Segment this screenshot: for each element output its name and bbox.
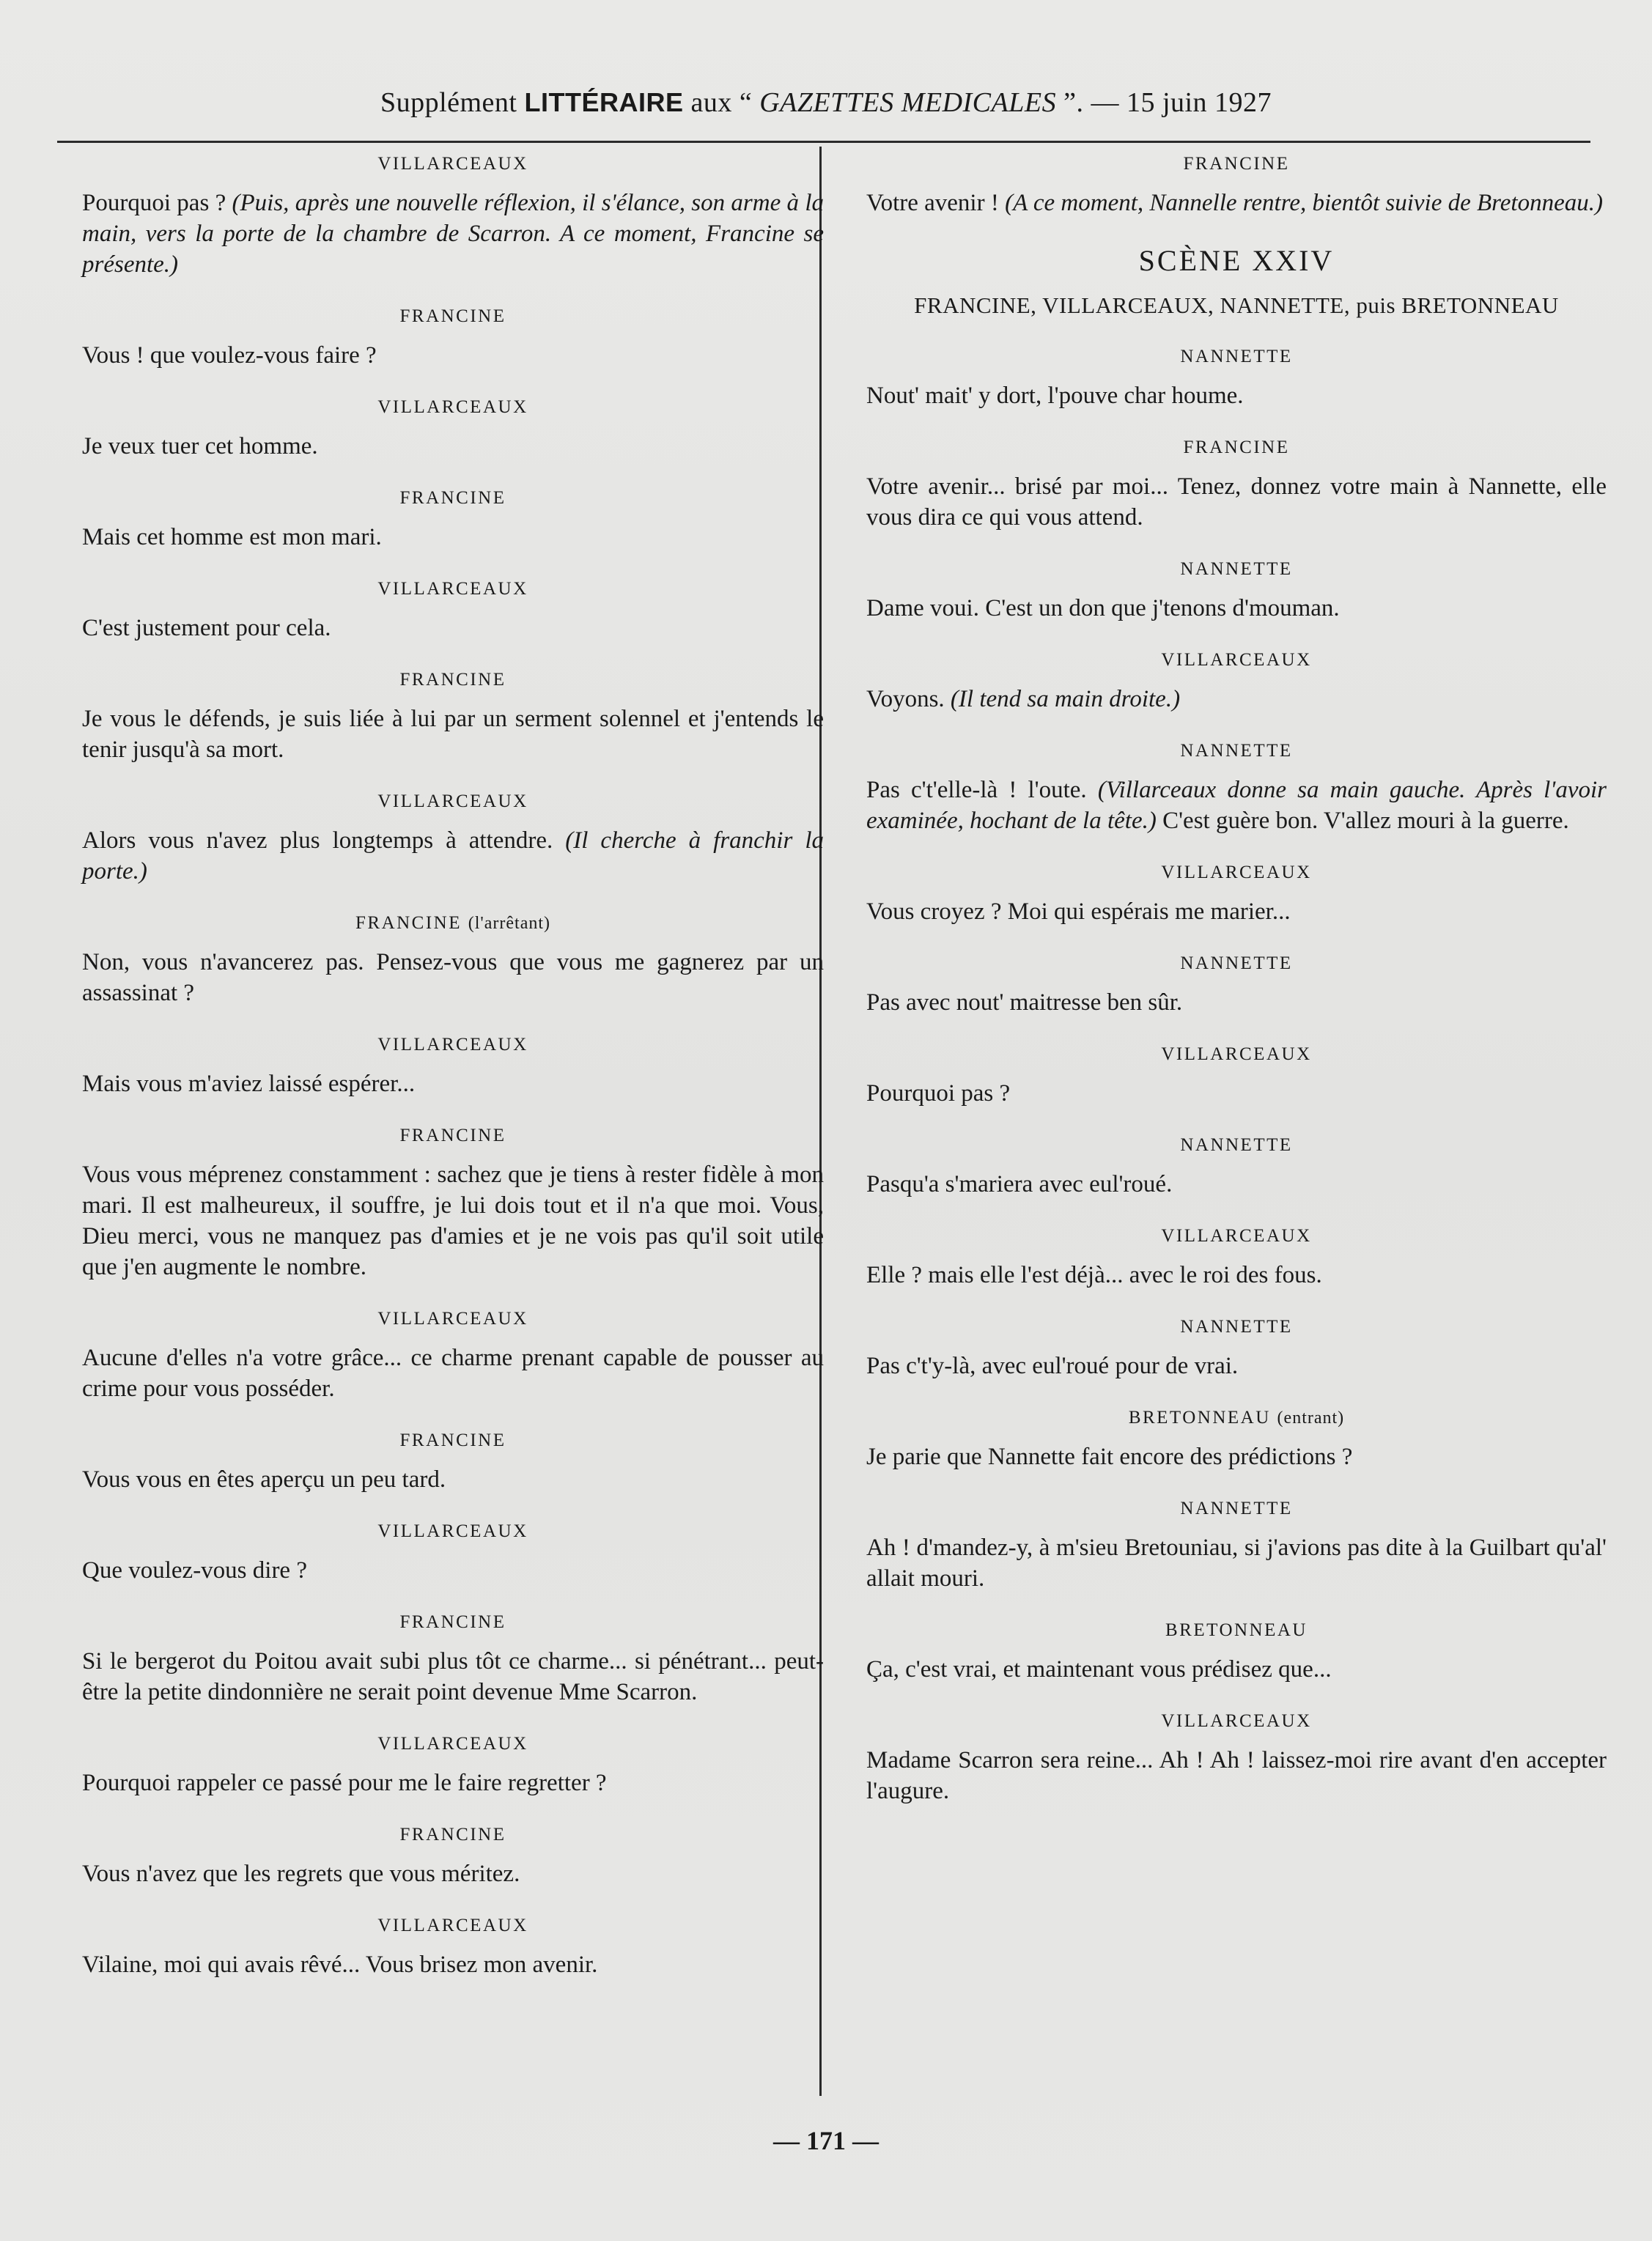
right-column-top [866,152,1607,218]
speaker-note: (l'arrêtant) [468,914,551,933]
speaker-label: VILLARCEAUX [377,1734,528,1754]
speaker-label: FRANCINE [1183,438,1290,457]
dialogue-entry [82,396,824,462]
speaker-label: FRANCINE [399,306,506,326]
speaker-name [82,1520,824,1543]
speaker-label: VILLARCEAUX [377,154,528,174]
right-column [866,152,1607,1831]
header-gazettes: GAZETTES MEDICALES [759,87,1057,118]
dialogue-entry [866,1134,1607,1200]
speaker-name [82,305,824,328]
speech-text [82,1646,824,1707]
dialogue-entry [82,1520,824,1586]
left-column [82,152,824,2005]
speaker-label: VILLARCEAUX [1161,1226,1312,1246]
speech-text [82,522,824,553]
dialogue-entry [82,1307,824,1404]
speech-line: Aucune d'elles n'a votre grâce... ce charme prenant capable de pousser au crime pour vous posséder. [82,1345,824,1402]
dialogue-entry [866,1315,1607,1381]
speaker-label: FRANCINE [399,1612,506,1632]
speech-line: Vilaine, moi qui avais rêvé... Vous brisez mon avenir. [82,1952,598,1978]
speaker-name [866,952,1607,975]
speaker-label: VILLARCEAUX [377,1035,528,1055]
speech-line: Pas c't'y-là, avec eul'roué pour de vrai. [866,1353,1239,1379]
stage-direction: (Puis, après une nouvelle réflexion, il s'élance, son arme à la main, vers la porte de la chambre de Scarron. A ce moment, Francine se présente.) [82,190,824,278]
speaker-label: NANNETTE [1180,559,1293,579]
speech-text [82,1159,824,1282]
speaker-name [82,912,824,935]
speech-line: Pourquoi pas ? [866,1080,1011,1107]
speaker-label: FRANCINE [399,1126,506,1145]
speaker-name [866,436,1607,459]
speech-line: Nout' mait' y dort, l'pouve char houme. [866,383,1244,409]
speech-line: Que voulez-vous dire ? [82,1557,307,1584]
speaker-label: NANNETTE [1180,1135,1293,1155]
speech-text [82,340,824,371]
speech-text [866,471,1607,533]
header-prefix: Supplément [380,87,517,118]
speaker-label: VILLARCEAUX [1161,1711,1312,1731]
speech-line: Ça, c'est vrai, et maintenant vous prédisez que... [866,1656,1332,1683]
speech-line: Mais vous m'aviez laissé espérer... [82,1071,416,1097]
speech-text [866,987,1607,1018]
speech-text [82,188,824,280]
speaker-name [866,1710,1607,1733]
speaker-label: VILLARCEAUX [377,791,528,811]
speaker-name [866,345,1607,369]
speaker-name [82,1124,824,1148]
speech-text [866,1169,1607,1200]
speech-text [866,1654,1607,1685]
speech-line: Madame Scarron sera reine... Ah ! Ah ! laissez-moi rire avant d'en accepter l'augure. [866,1747,1607,1804]
speech-text [866,896,1607,927]
speech-text [866,1745,1607,1806]
dialogue-entry [82,1914,824,1980]
speech-text [82,1068,824,1099]
speaker-label: VILLARCEAUX [377,397,528,417]
speaker-name [866,1225,1607,1248]
speaker-label: VILLARCEAUX [1161,863,1312,882]
speech-line: Alors vous n'avez plus longtemps à attendre. [82,827,553,854]
right-column-dialogue [866,345,1607,1806]
speaker-name [866,558,1607,581]
speaker-name [82,1307,824,1331]
speaker-note: (entrant) [1277,1409,1345,1428]
page-number: — 171 — [773,2126,879,2155]
speech-text [82,1464,824,1495]
speech-line: Pourquoi pas ? [82,190,226,216]
speech-text [866,1260,1607,1291]
speaker-label: NANNETTE [1180,953,1293,973]
speech-text [866,380,1607,411]
dialogue-entry [82,577,824,643]
dialogue-entry [866,1406,1607,1472]
speaker-name [82,1611,824,1634]
speech-line: Vous vous en êtes aperçu un peu tard. [82,1466,446,1493]
speaker-name [82,577,824,601]
speech-line: Pasqu'a s'mariera avec eul'roué. [866,1171,1173,1197]
speech-line: Non, vous n'avancerez pas. Pensez-vous que vous me gagnerez par un assassinat ? [82,949,824,1006]
dialogue-entry [866,1710,1607,1806]
speech-line: Mais cet homme est mon mari. [82,524,382,550]
dialogue-entry [82,1823,824,1889]
speech-line: Vous ! que voulez-vous faire ? [82,342,377,369]
speech-text [82,613,824,643]
dialogue-entry [82,152,824,280]
speaker-label: VILLARCEAUX [377,1521,528,1541]
speaker-label: FRANCINE [399,488,506,508]
speaker-name [866,1619,1607,1642]
speaker-name [866,1497,1607,1521]
speech-line: Votre avenir ! [866,190,999,216]
speech-text [866,1532,1607,1594]
dialogue-entry [866,1225,1607,1291]
speech-text [82,1858,824,1889]
dialogue-entry [82,487,824,553]
speech-line: Votre avenir... brisé par moi... Tenez, donnez votre main à Nannette, elle vous dira ce qui vous attend. [866,473,1607,531]
dialogue-entry [866,436,1607,533]
speech-text [866,188,1607,218]
dialogue-entry [866,739,1607,836]
dialogue-entry [82,1611,824,1707]
speaker-name [866,739,1607,763]
speech-line: Vous vous méprenez constamment : sachez que je tiens à rester fidèle à mon mari. Il est malheureux, il souffre, je lui dois tout et il n'a que moi. Vous, Dieu merci, vous ne manquez pas d'amies et je ne vois pas qu'il soit utile que j'en augmente le nombre. [82,1162,824,1280]
speaker-label: VILLARCEAUX [377,579,528,599]
speaker-name [866,861,1607,885]
dialogue-entry [82,305,824,371]
speaker-label: VILLARCEAUX [377,1309,528,1329]
speaker-name [82,1033,824,1057]
dialogue-entry [866,952,1607,1018]
speaker-label: FRANCINE [355,913,462,933]
dialogue-entry [866,649,1607,715]
header-aux: aux “ [690,87,753,118]
speech-text [866,775,1607,836]
scene-title: SCÈNE XXIV [1138,244,1335,277]
dialogue-entry [82,1732,824,1798]
dialogue-entry [866,1619,1607,1685]
speaker-name [82,152,824,176]
speaker-label: VILLARCEAUX [1161,1044,1312,1064]
speaker-name [82,668,824,692]
speech-text [866,1441,1607,1472]
speaker-label: FRANCINE [1183,154,1290,174]
speaker-name [82,1429,824,1452]
scene-cast: FRANCINE, VILLARCEAUX, NANNETTE, puis BRETONNEAU [914,292,1559,318]
dialogue-entry [82,1124,824,1282]
speech-line: Vous croyez ? Moi qui espérais me marier... [866,898,1291,925]
speech-text [82,1768,824,1798]
dialogue-entry [866,152,1607,218]
speech-line: Dame voui. C'est un don que j'tenons d'mouman. [866,595,1340,621]
speaker-label: BRETONNEAU [1165,1620,1308,1640]
speech-line: Je vous le défends, je suis liée à lui par un serment solennel et j'entends le tenir jusqu'à sa mort. [82,706,824,763]
speaker-label: FRANCINE [399,670,506,690]
speaker-label: VILLARCEAUX [1161,650,1312,670]
speech-line: Si le bergerot du Poitou avait subi plus tôt ce charme... si pénétrant... peut-être la petite dindonnière ne serait point devenue Mme Scarron. [82,1648,824,1705]
header-rule [57,141,1590,143]
stage-direction: (Villarceaux donne sa main gauche. Après l'avoir examinée, hochant de la tête.) [866,777,1607,834]
dialogue-entry [866,558,1607,624]
speaker-label: FRANCINE [399,1825,506,1845]
dialogue-entry [866,345,1607,411]
speech-line: Elle ? mais elle l'est déjà... avec le roi des fous. [866,1262,1322,1288]
speech-text [866,593,1607,624]
speaker-name [82,1914,824,1938]
page-header [0,86,1652,119]
header-litteraire: LITTÉRAIRE [524,87,684,117]
speaker-name [82,1732,824,1756]
speaker-label: NANNETTE [1180,347,1293,366]
speech-text [866,684,1607,715]
speech-text [82,1343,824,1404]
speech-text [866,1078,1607,1109]
speech-line: Pas avec nout' maitresse ben sûr. [866,989,1183,1016]
header-date: ”. — 15 juin 1927 [1063,87,1272,118]
speaker-name [866,1406,1607,1430]
stage-direction: (Il cherche à franchir la porte.) [82,827,824,885]
speaker-name [82,487,824,510]
speaker-label: NANNETTE [1180,1317,1293,1337]
speaker-label: NANNETTE [1180,741,1293,761]
speaker-name [866,152,1607,176]
dialogue-entry [82,1033,824,1099]
dialogue-entry [866,1043,1607,1109]
speech-line: C'est justement pour cela. [82,615,331,641]
stage-direction: (Il tend sa main droite.) [950,686,1181,712]
speaker-label: BRETONNEAU [1128,1408,1271,1428]
speaker-name [866,1043,1607,1066]
speaker-label: NANNETTE [1180,1499,1293,1518]
speech-line: Je veux tuer cet homme. [82,433,318,459]
dialogue-entry [82,668,824,765]
speech-line: Je parie que Nannette fait encore des prédictions ? [866,1444,1353,1470]
speech-line: Vous n'avez que les regrets que vous méritez. [82,1861,520,1887]
speech-line-after: C'est guère bon. V'allez mouri à la guerre. [1162,808,1569,834]
dialogue-entry [82,790,824,887]
speaker-name [82,1823,824,1847]
speaker-name [82,790,824,813]
speech-line: Pourquoi rappeler ce passé pour me le faire regretter ? [82,1770,607,1796]
stage-direction: (A ce moment, Nannelle rentre, bientôt suivie de Bretonneau.) [1005,190,1603,216]
speech-text [82,704,824,765]
speech-text [866,1351,1607,1381]
speech-text [82,1949,824,1980]
speaker-name [866,649,1607,672]
dialogue-entry [866,861,1607,927]
speech-text [82,431,824,462]
speech-line: Voyons. [866,686,945,712]
speech-text [82,947,824,1008]
dialogue-entry [866,1497,1607,1594]
dialogue-entry [82,1429,824,1495]
speech-line: Pas c't'elle-là ! l'oute. [866,777,1087,803]
speech-text [82,825,824,887]
speech-text [82,1555,824,1586]
speaker-name [866,1315,1607,1339]
dialogue-entry [82,912,824,1008]
speaker-label: VILLARCEAUX [377,1916,528,1935]
speaker-name [866,1134,1607,1157]
speaker-label: FRANCINE [399,1430,506,1450]
speaker-name [82,396,824,419]
speech-line: Ah ! d'mandez-y, à m'sieu Bretouniau, si j'avions pas dite à la Guilbart qu'al' allait mouri. [866,1535,1607,1592]
